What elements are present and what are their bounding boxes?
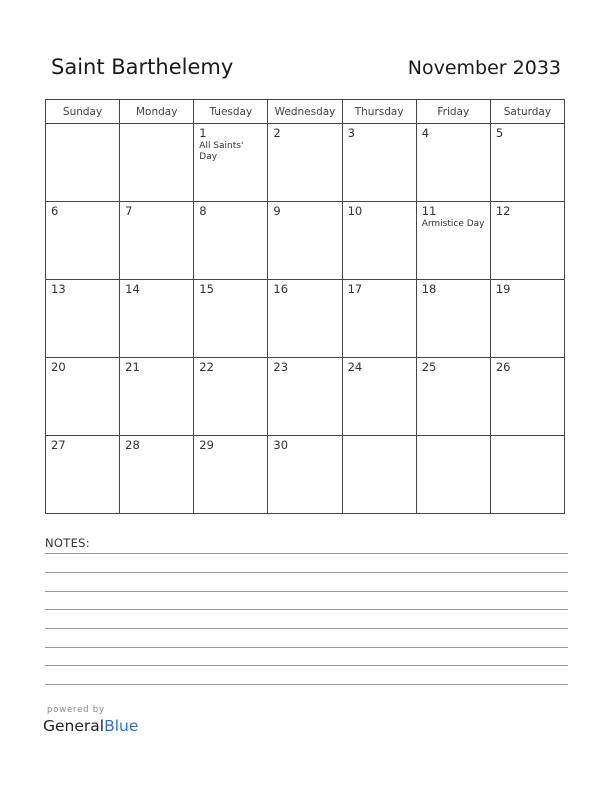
day-number: 26 [495, 360, 511, 374]
day-cell [490, 124, 564, 202]
day-cell [46, 436, 120, 514]
weekday-thursday: Thursday [342, 100, 416, 124]
day-number: 2 [273, 126, 281, 140]
note-line [45, 628, 568, 629]
day-cell [194, 202, 268, 280]
weekday-saturday: Saturday [490, 100, 564, 124]
day-number: 11 [421, 204, 437, 218]
day-cell [342, 358, 416, 436]
day-number: 10 [347, 204, 363, 218]
empty-day-cell [490, 436, 564, 514]
day-cell [268, 124, 342, 202]
notes-section [45, 536, 568, 550]
weekday-friday: Friday [416, 100, 490, 124]
holiday-label: Armistice Day [421, 219, 485, 229]
country-title: Saint Barthelemy [51, 55, 234, 79]
brand-name-part2: Blue [104, 717, 139, 735]
day-cell [120, 202, 194, 280]
calendar-week-row [46, 358, 565, 436]
day-cell [416, 202, 490, 280]
day-number: 19 [495, 282, 511, 296]
powered-by-text: powered by [47, 705, 105, 715]
weekday-wednesday: Wednesday [268, 100, 342, 124]
weekday-monday: Monday [120, 100, 194, 124]
day-number: 1 [199, 126, 207, 140]
day-cell [268, 436, 342, 514]
day-number: 17 [347, 282, 363, 296]
day-cell [120, 280, 194, 358]
day-number: 15 [199, 282, 214, 296]
note-line [45, 553, 568, 554]
day-cell [194, 124, 268, 202]
day-cell [490, 280, 564, 358]
day-cell [120, 358, 194, 436]
day-cell [416, 124, 490, 202]
note-line [45, 665, 568, 666]
calendar-week-row [46, 202, 565, 280]
day-number: 12 [495, 204, 511, 218]
day-number: 30 [273, 438, 289, 452]
day-cell [416, 358, 490, 436]
weekday-tuesday: Tuesday [194, 100, 268, 124]
calendar-week-row [46, 124, 565, 202]
brand-name-part1: General [43, 717, 105, 735]
empty-day-cell [120, 124, 194, 202]
day-cell [490, 358, 564, 436]
day-cell [342, 280, 416, 358]
holiday-label: All Saints' Day [199, 141, 244, 162]
note-line [45, 609, 568, 610]
empty-day-cell [342, 436, 416, 514]
weekday-header-row [46, 100, 565, 124]
day-cell [342, 124, 416, 202]
empty-day-cell [416, 436, 490, 514]
day-number: 25 [421, 360, 437, 374]
day-number: 24 [347, 360, 363, 374]
day-number: 5 [495, 126, 504, 140]
calendar-week-row [46, 436, 565, 514]
day-cell [194, 436, 268, 514]
day-number: 21 [125, 360, 140, 374]
note-line [45, 647, 568, 648]
month-year-title: November 2033 [407, 57, 561, 79]
day-number: 6 [51, 204, 59, 218]
notes-label: NOTES: [45, 536, 90, 550]
calendar-week-row [46, 280, 565, 358]
empty-day-cell [46, 124, 120, 202]
day-cell [46, 202, 120, 280]
day-cell [416, 280, 490, 358]
note-line [45, 572, 568, 573]
calendar-grid [45, 99, 565, 514]
day-number: 8 [199, 204, 207, 218]
day-cell [194, 280, 268, 358]
day-cell [46, 280, 120, 358]
day-number: 9 [273, 204, 281, 218]
day-number: 22 [199, 360, 214, 374]
note-line [45, 684, 568, 685]
brand-logo [43, 717, 138, 735]
day-cell [268, 358, 342, 436]
day-number: 4 [421, 126, 430, 140]
day-number: 27 [51, 438, 66, 452]
day-number: 28 [125, 438, 140, 452]
day-cell [342, 202, 416, 280]
day-number: 14 [125, 282, 140, 296]
weekday-sunday: Sunday [46, 100, 120, 124]
calendar-header [0, 0, 612, 100]
day-cell [268, 280, 342, 358]
day-cell [268, 202, 342, 280]
day-number: 23 [273, 360, 289, 374]
day-number: 29 [199, 438, 214, 452]
day-number: 20 [51, 360, 66, 374]
day-cell [194, 358, 268, 436]
day-cell [490, 202, 564, 280]
day-number: 18 [421, 282, 437, 296]
day-cell [46, 358, 120, 436]
day-number: 3 [347, 126, 355, 140]
day-number: 7 [125, 204, 133, 218]
day-number: 13 [51, 282, 66, 296]
note-line [45, 591, 568, 592]
day-number: 16 [273, 282, 289, 296]
day-cell [120, 436, 194, 514]
